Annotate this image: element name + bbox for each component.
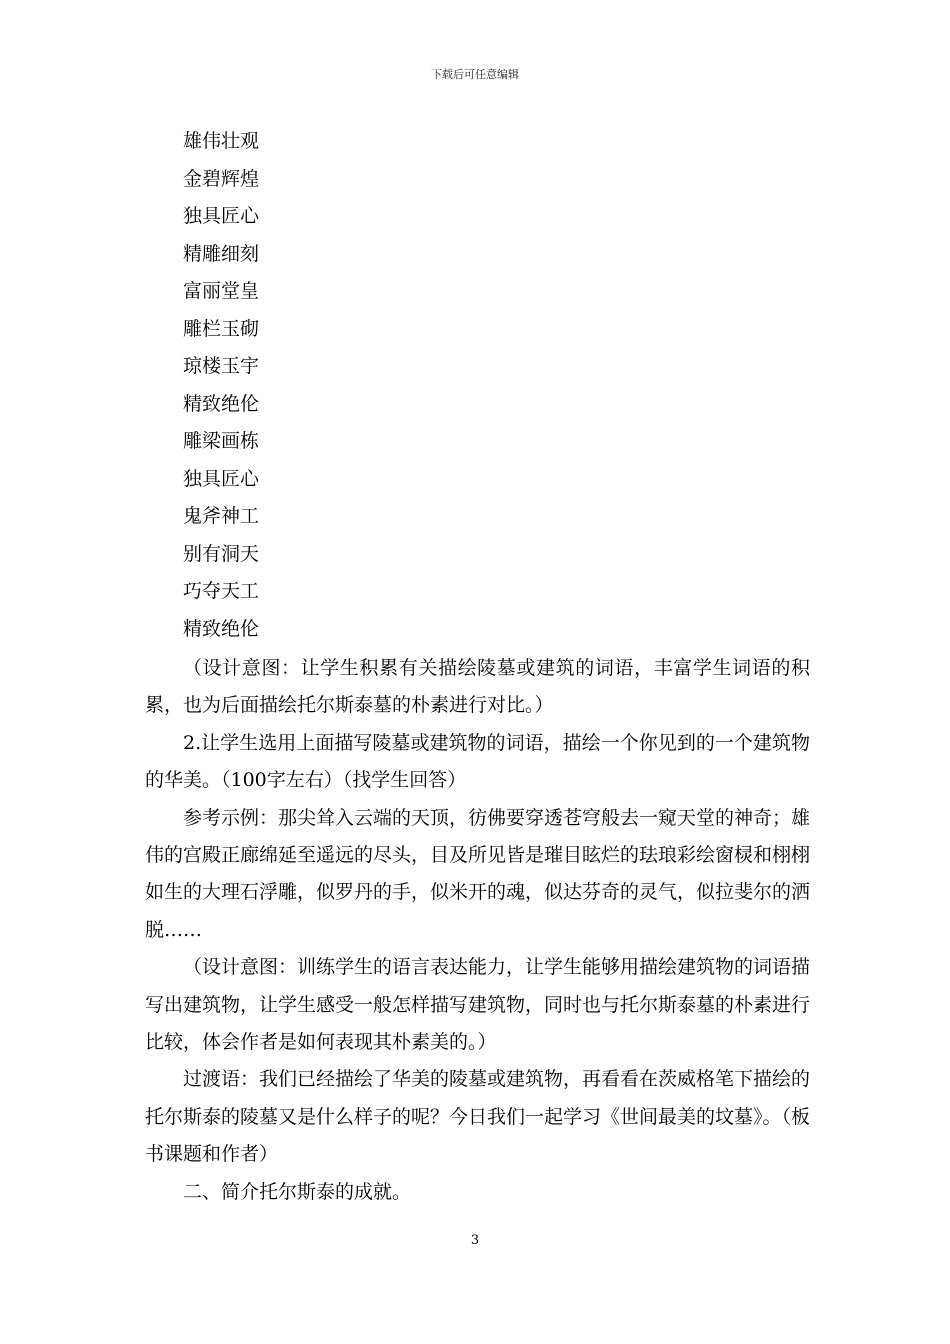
word-item: 雄伟壮观 bbox=[183, 130, 260, 152]
word-item: 别有洞天 bbox=[183, 542, 260, 565]
word-item: 金碧辉煌 bbox=[183, 167, 260, 190]
page-header: 下载后可任意编辑 bbox=[431, 68, 519, 81]
task-paragraph: 2.让学生选用上面描写陵墓或建筑物的词语，描绘一个你见到的一个建筑物的华美。（100字左右）（找学生回答） bbox=[145, 731, 810, 792]
word-list bbox=[183, 123, 259, 648]
section-heading: 二、简介托尔斯泰的成就。 bbox=[183, 1180, 412, 1203]
word-item: 独具匠心 bbox=[183, 467, 260, 490]
word-item: 琼楼玉宇 bbox=[183, 355, 260, 377]
word-item: 精雕细刻 bbox=[183, 242, 260, 265]
word-item: 鬼斧神工 bbox=[183, 505, 260, 527]
word-item: 巧夺天工 bbox=[183, 580, 260, 602]
example-paragraph: 参考示例：那尖耸入云端的天顶，彷佛要穿透苍穹般去一窥天堂的神奇；雄伟的宫殿正廊绵延至遥远的尽头，目及所见皆是璀目眩烂的珐琅彩绘窗棂和栩栩如生的大理石浮雕，似罗丹的手，似米开的魂，似达芬奇的灵气，似拉斐尔的洒脱…… bbox=[145, 806, 811, 941]
word-item: 精致绝伦 bbox=[183, 392, 260, 415]
word-item: 富丽堂皇 bbox=[183, 280, 260, 302]
word-item: 精致绝伦 bbox=[183, 617, 260, 640]
page-number: 3 bbox=[470, 1233, 480, 1248]
design-intent-paragraph: （设计意图：训练学生的语言表达能力，让学生能够用描绘建筑物的词语描写出建筑物，让学生感受一般怎样描写建筑物，同时也与托尔斯泰墓的朴素进行比较，体会作者是如何表现其朴素美的。） bbox=[145, 956, 811, 1054]
word-item: 雕栏玉砌 bbox=[183, 317, 260, 340]
body-text bbox=[145, 650, 810, 1211]
word-item: 独具匠心 bbox=[183, 205, 260, 227]
design-intent-paragraph: （设计意图：让学生积累有关描绘陵墓或建筑的词语，丰富学生词语的积累，也为后面描绘托尔斯泰墓的朴素进行对比。） bbox=[145, 657, 810, 717]
transition-paragraph: 过渡语：我们已经描绘了华美的陵墓或建筑物，再看看在茨威格笔下描绘的托尔斯泰的陵墓又是什么样子的呢？今日我们一起学习《世间最美的坟墓》。（板书课题和作者） bbox=[145, 1068, 811, 1166]
word-item: 雕梁画栋 bbox=[183, 430, 260, 452]
